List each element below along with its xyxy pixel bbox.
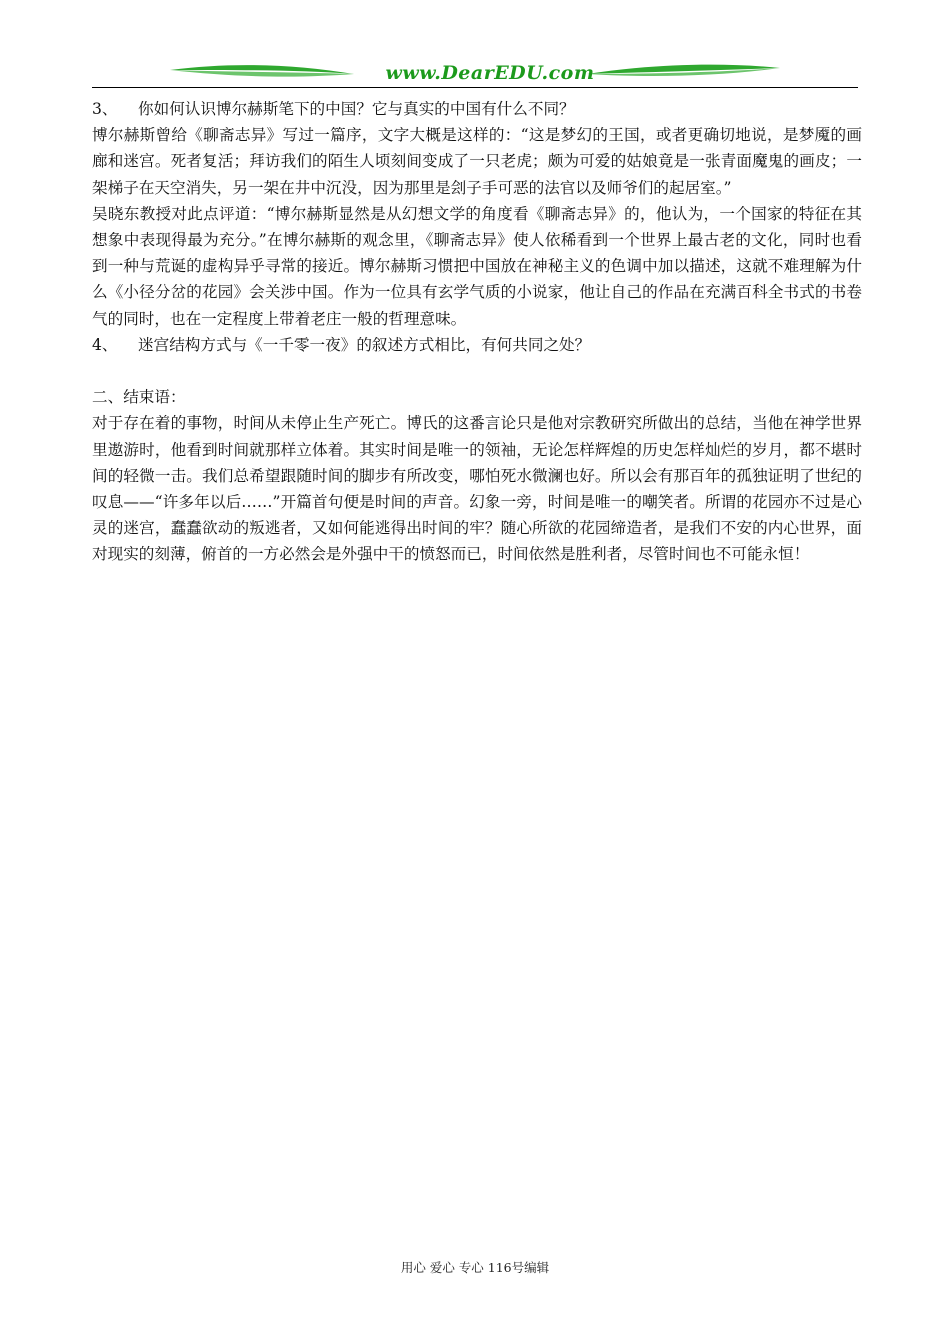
section-2-heading: 二、结束语： <box>92 388 186 407</box>
paragraph-conclusion: 对于存在着的事物，时间从未停止生产死亡。博氏的这番言论只是他对宗教研究所做出的总结，当他在神学世界里遨游时，他看到时间就那样立体着。其实时间是唯一的领袖，无论怎样辉煌的历史怎样灿烂的岁月，都不堪时间的轻微一击。我们总希望跟随时间的脚步有所改变，哪怕死水微澜也好。所以会有那百年的孤独证明了世纪的叹息——“许多年以后……”开篇首句便是时间的声音。幻象一旁，时间是唯一的嘲笑者。所谓的花园亦不过是心灵的迷宫，蠢蠢欲动的叛逃者，又如何能逃得出时间的牢？随心所欲的花园缔造者，是我们不安的内心世界，面对现实的刻薄，俯首的一方必然会是外强中干的愤怒而已，时间依然是胜利者，尽管时间也不可能永恒！ <box>92 414 862 564</box>
question-4-text: 迷宫结构方式与《一千零一夜》的叙述方式相比，有何共同之处？ <box>138 335 591 354</box>
question-3 <box>92 96 862 122</box>
paragraph-borges-preface: 博尔赫斯曾给《聊斋志异》写过一篇序，文字大概是这样的：“这是梦幻的王国，或者更确切地说，是梦魇的画廊和迷宫。死者复活；拜访我们的陌生人顷刻间变成了一只老虎；颇为可爱的姑娘竟是一张青面魔鬼的画皮；一架梯子在天空消失，另一架在井中沉没，因为那里是刽子手可恶的法官以及师爷们的起居室。” <box>92 126 862 197</box>
document-body <box>92 96 862 568</box>
page-footer: 用心 爱心 专心 116号编辑 <box>400 1260 550 1275</box>
question-4-number: 4、 <box>92 335 118 354</box>
site-logo-text: www.DearEDU.com <box>385 62 595 84</box>
blank-line <box>92 358 862 384</box>
question-3-number: 3、 <box>92 100 118 118</box>
header-divider <box>92 87 858 88</box>
paragraph-wu-xiaodong-comment: 吴晓东教授对此点评道：“博尔赫斯显然是从幻想文学的角度看《聊斋志异》的，他认为，一个国家的特征在其想象中表现得最为充分。”在博尔赫斯的观念里，《聊斋志异》使人依稀看到一个世界上最古老的文化，同时也看到一种与荒诞的虚构异乎寻常的接近。博尔赫斯习惯把中国放在神秘主义的色调中加以描述，这就不难理解为什么《小径分岔的花园》会关涉中国。作为一位具有玄学气质的小说家，他让自己的作品在充满百科全书式的书卷气的同时，也在一定程度上带着老庄一般的哲理意味。 <box>92 204 862 328</box>
question-3-text: 你如何认识博尔赫斯笔下的中国？它与真实的中国有什么不同？ <box>138 100 575 118</box>
page-header <box>92 58 858 90</box>
question-4 <box>92 332 862 358</box>
